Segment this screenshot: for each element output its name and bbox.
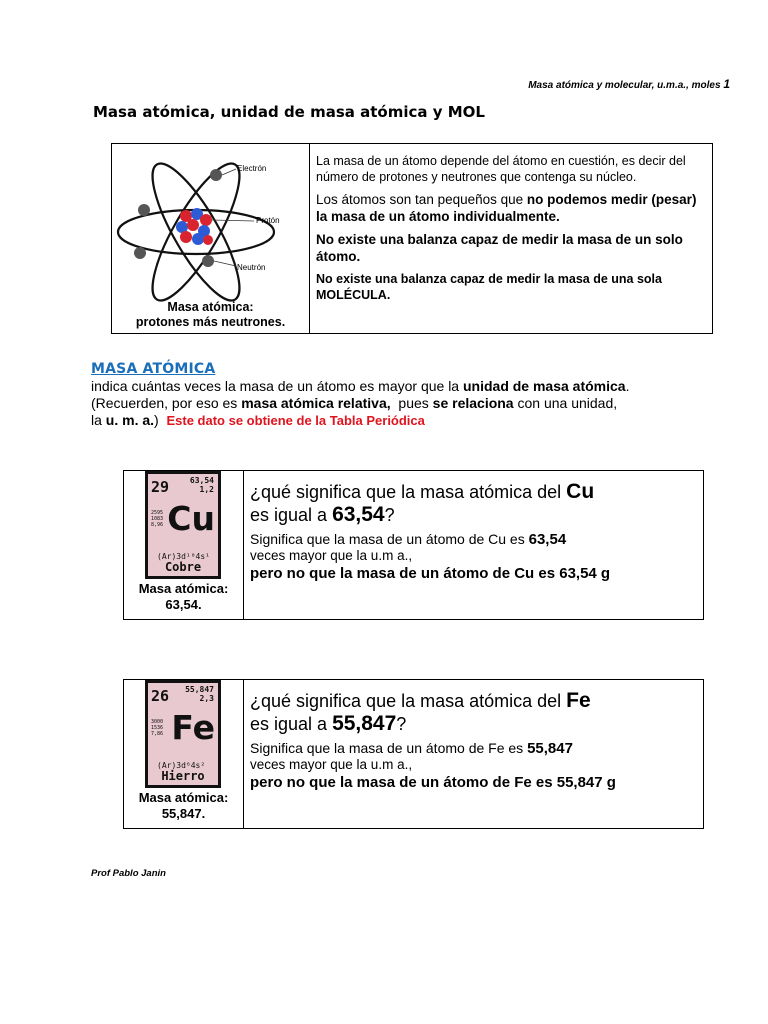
text-span: ) xyxy=(154,412,167,428)
tile-prop: 1536 xyxy=(151,725,164,731)
tile-prop: 1083 xyxy=(151,516,164,522)
answer-emphasis: pero no que la masa de un átomo de Fe es 55,847 g xyxy=(250,774,616,791)
answer-emphasis: pero no que la masa de un átomo de Cu es 63,54 g xyxy=(250,565,611,582)
neutron-label: Neutrón xyxy=(237,263,266,272)
text-span: ? xyxy=(384,505,395,525)
electron-config: (Ar)3d¹⁰4s¹ xyxy=(157,552,210,561)
electron-ball xyxy=(138,204,150,216)
tile-prop: 2595 xyxy=(151,510,164,516)
element-tile-cell xyxy=(124,471,244,619)
caption-line: Masa atómica: xyxy=(138,790,229,805)
bold-span: unidad de masa atómica xyxy=(462,378,626,394)
text-span: es igual a xyxy=(250,714,333,734)
answer-line: veces mayor que la u.m a., xyxy=(250,548,413,563)
atomic-number: 26 xyxy=(151,687,170,705)
bold-span: se relaciona xyxy=(432,395,514,411)
atom-diagram xyxy=(112,144,309,304)
element-mass-caption xyxy=(124,790,243,822)
periodic-table-note: Este dato se obtiene de la Tabla Periódica xyxy=(166,413,425,428)
text-span: ¿qué significa que la masa atómica del xyxy=(250,691,567,711)
atom-diagram-cell xyxy=(112,144,310,333)
text-span: la xyxy=(91,412,106,428)
mass-value: 63,54 xyxy=(332,503,385,526)
intro-text-cell xyxy=(310,144,714,309)
tile-properties xyxy=(151,719,163,737)
text-span: pues xyxy=(390,395,433,411)
text-span: Significa que la masa de un átomo de Fe es xyxy=(250,740,528,756)
electron-ball xyxy=(134,247,146,259)
caption-line: Masa atómica: xyxy=(167,300,254,314)
atomic-mass-caption xyxy=(112,300,309,330)
tile-mass-value: 63,54 xyxy=(189,476,214,485)
electron-config: (Ar)3d⁶4s² xyxy=(157,761,206,770)
section-body xyxy=(91,378,731,429)
footer-author: Prof Pablo Janin xyxy=(91,868,166,879)
text-span: es igual a xyxy=(250,505,333,525)
caption-line: protones más neutrones. xyxy=(135,315,286,329)
question-line xyxy=(250,712,700,736)
mass-value: 63,54 xyxy=(528,531,567,548)
page-number: 1 xyxy=(723,77,730,91)
electron-label: Electrón xyxy=(237,164,267,173)
electron-ball xyxy=(202,255,214,267)
intro-paragraph xyxy=(316,191,710,225)
text-span: Los átomos son tan pequeños que xyxy=(316,192,527,207)
bold-span: masa atómica relativa, xyxy=(241,395,391,411)
intro-table xyxy=(111,143,713,334)
section-heading: MASA ATÓMICA xyxy=(91,361,216,377)
electron-ball xyxy=(210,169,222,181)
tile-mass xyxy=(190,476,214,494)
mass-value: 55,847 xyxy=(332,712,397,735)
periodic-tile-cu xyxy=(145,471,221,579)
body-line xyxy=(91,378,731,395)
tile-properties xyxy=(151,510,163,528)
intro-paragraph: La masa de un átomo depende del átomo en cuestión, es decir del número de protones y neutrones que contenga su núcleo. xyxy=(316,154,686,184)
question-line xyxy=(250,503,700,527)
element-box-fe xyxy=(123,679,704,829)
symbol-span: Fe xyxy=(566,689,591,712)
answer-line xyxy=(250,740,700,757)
page-title: Masa atómica, unidad de masa atómica y MOL xyxy=(93,103,485,121)
text-span: ? xyxy=(396,714,407,734)
bold-span: u. m. a. xyxy=(105,412,155,428)
tile-prop: 3000 xyxy=(151,719,164,725)
text-span: (Recuerden, por eso es xyxy=(91,395,242,411)
element-mass-caption xyxy=(124,581,243,613)
proton-label: Protón xyxy=(256,216,280,225)
running-header xyxy=(528,77,730,91)
periodic-tile-fe xyxy=(145,680,221,788)
element-tile-cell xyxy=(124,680,244,828)
text-span: . xyxy=(625,378,630,394)
tile-mass-value: 55,847 xyxy=(185,685,214,694)
element-name: Cobre xyxy=(164,560,202,574)
nucleus xyxy=(176,208,213,245)
text-span: Significa que la masa de un átomo de Cu es xyxy=(250,531,529,547)
question-line xyxy=(250,690,700,712)
text-span: ¿qué significa que la masa atómica del xyxy=(250,482,567,502)
answer-line xyxy=(250,531,700,548)
tile-mass xyxy=(185,685,214,703)
element-box-cu xyxy=(123,470,704,620)
tile-valence: 1,2 xyxy=(199,485,214,494)
text-span: indica cuántas veces la masa de un átomo es mayor que la xyxy=(91,378,463,394)
symbol-span: Cu xyxy=(566,480,595,503)
mass-value: 55,847 xyxy=(527,740,573,757)
element-explanation xyxy=(250,690,700,792)
caption-line: 63,54. xyxy=(165,597,202,612)
tile-prop: 8,96 xyxy=(151,522,164,528)
intro-paragraph: No existe una balanza capaz de medir la masa de un solo átomo. xyxy=(316,232,683,264)
atomic-number: 29 xyxy=(151,478,170,496)
text-span: con una unidad, xyxy=(513,395,618,411)
caption-line: Masa atómica: xyxy=(138,581,229,596)
body-line xyxy=(91,395,731,412)
bold-span: no podemos medir (pesar) la masa de un átomo individualmente. xyxy=(316,192,697,224)
caption-line: 55,847. xyxy=(161,806,206,821)
element-name: Hierro xyxy=(161,769,205,783)
question-line xyxy=(250,481,700,503)
answer-line: veces mayor que la u.m a., xyxy=(250,757,413,772)
intro-paragraph: No existe una balanza capaz de medir la masa de una sola MOLÉCULA. xyxy=(316,272,662,302)
element-symbol: Cu xyxy=(167,499,215,538)
tile-prop: 7,86 xyxy=(151,731,164,737)
body-line xyxy=(91,412,731,429)
element-symbol: Fe xyxy=(171,708,215,747)
element-explanation xyxy=(250,481,700,583)
running-title: Masa atómica y molecular, u.m.a., moles xyxy=(528,80,721,91)
tile-valence: 2,3 xyxy=(199,694,214,703)
